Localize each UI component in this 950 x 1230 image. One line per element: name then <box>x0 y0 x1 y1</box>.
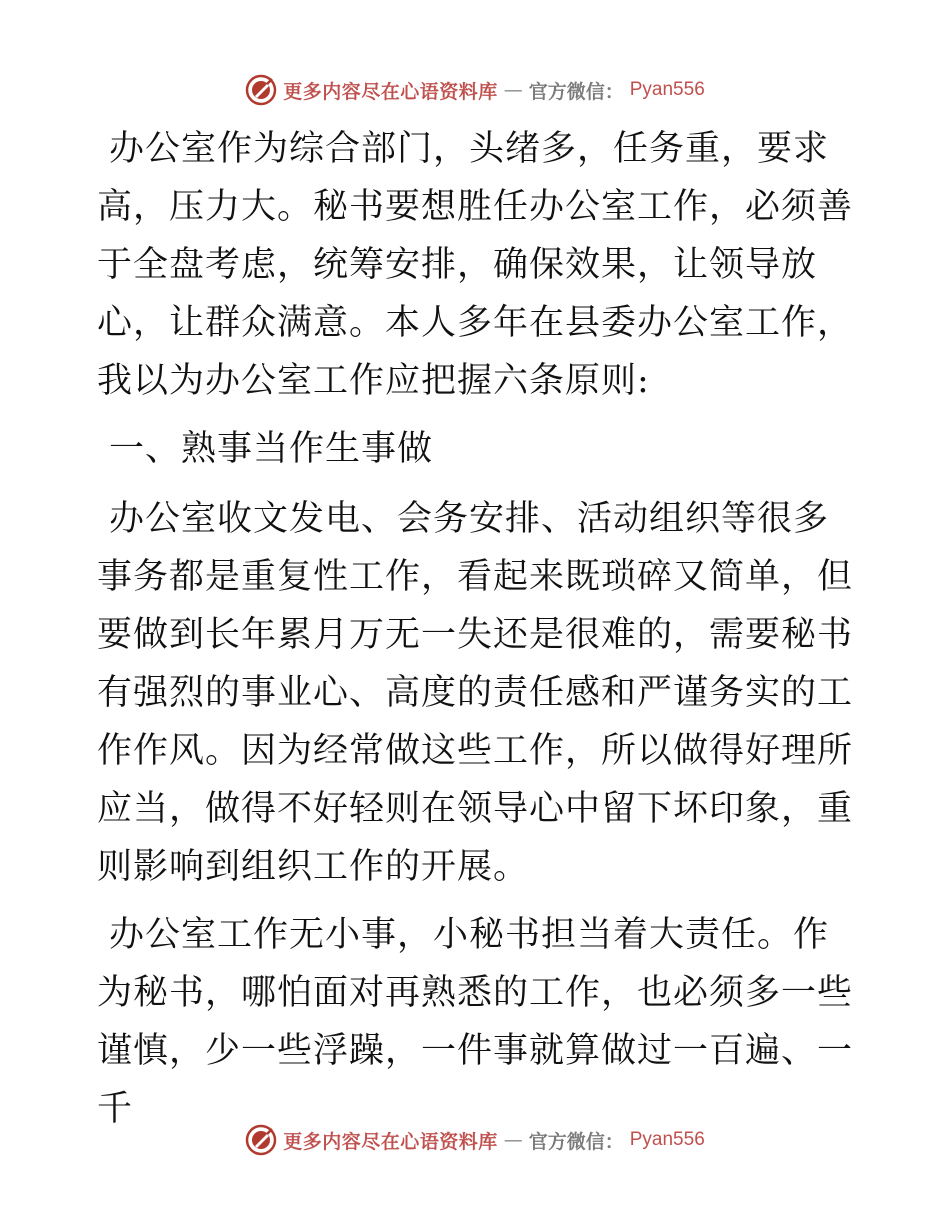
banner-main-text: 更多内容尽在心语资料库 <box>283 80 498 103</box>
intro-paragraph: 办公室作为综合部门，头绪多，任务重，要求高，压力大。秘书要想胜任办公室工作，必须善于全盘考虑，统筹安排，确保效果，让领导放心，让群众满意。本人多年在县委办公室工作，我以为办公室工作应把握六条原则: <box>97 129 854 401</box>
banner-main-text: 更多内容尽在心语资料库 <box>283 1130 498 1153</box>
quill-pen-circle-icon <box>245 1124 277 1156</box>
header-watermark-banner <box>0 70 950 110</box>
banner-wechat-label: 官方微信： <box>528 80 624 103</box>
banner-wechat-id: Pyan556 <box>629 79 705 100</box>
section-1-paragraph-2: 办公室工作无小事，小秘书担当着大责任。作为秘书，哪怕面对再熟悉的工作，也必须多一些谨慎，少一些浮躁，一件事就算做过一百遍、一千 <box>97 915 854 1129</box>
banner-separator: — <box>503 79 523 101</box>
banner-wechat-label: 官方微信： <box>528 1130 624 1153</box>
document-body <box>97 120 857 1148</box>
footer-watermark-banner <box>0 1120 950 1160</box>
section-1-paragraph-1: 办公室收文发电、会务安排、活动组织等很多事务都是重复性工作，看起来既琐碎又简单，但要做到长年累月万无一失还是很难的，需要秘书有强烈的事业心、高度的责任感和严谨务实的工作作风。因为经常做这些工作，所以做得好理所应当，做得不好轻则在领导心中留下坏印象，重则影响到组织工作的开展。 <box>97 499 854 887</box>
section-heading-1: 一、熟事当作生事做 <box>109 429 434 469</box>
quill-pen-circle-icon <box>245 74 277 106</box>
banner-wechat-id: Pyan556 <box>629 1129 705 1150</box>
banner-separator: — <box>503 1129 523 1151</box>
